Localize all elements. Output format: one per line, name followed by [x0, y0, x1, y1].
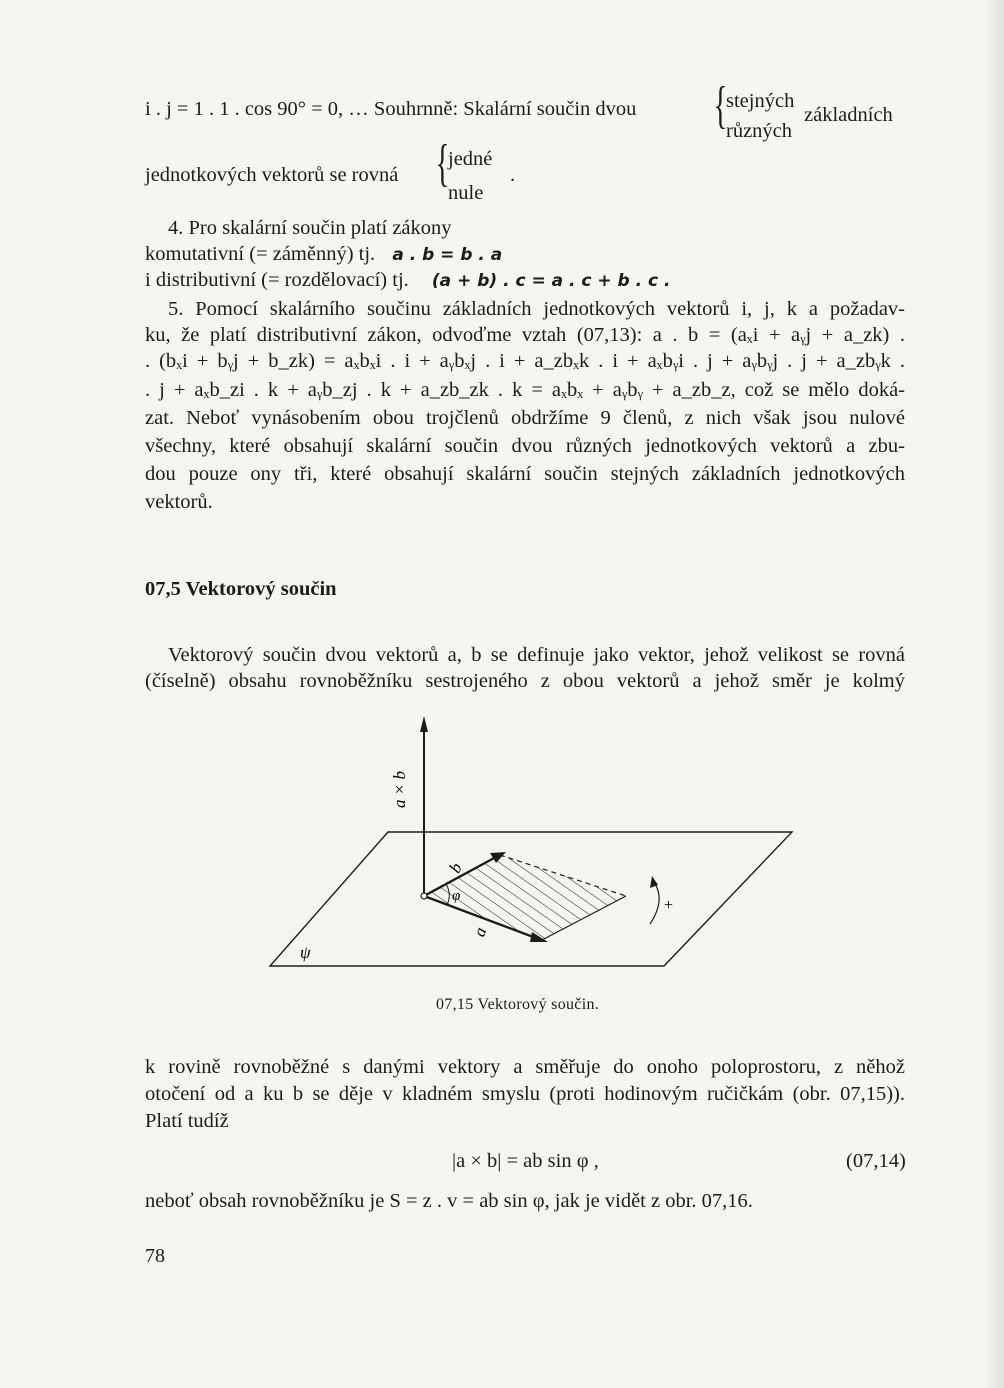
rotation-arrow [650, 882, 659, 924]
summary-lead: i . j = 1 . 1 . cos 90° = 0, … Souhrnně: Skalární součin dvou [145, 98, 637, 120]
brace-bottom-word: různých [726, 120, 793, 142]
after-line-4: neboť obsah rovnoběžníku je S = z . v = ab sin φ, jak je vidět z obr. 07,16. [145, 1190, 753, 1212]
intro-line-2: (číselně) obsahu rovnoběžníku sestrojeného z obou vektorů a jehož směr je kolmý [145, 670, 905, 692]
item4-line2-text: komutativní (= záměnný) tj. [145, 243, 376, 265]
item4-line-1: 4. Pro skalární součin platí zákony [168, 217, 452, 239]
after-line-3: Platí tudíž [145, 1110, 229, 1132]
summary-line-2: jednotkových vektorů se rovná [145, 164, 399, 186]
item4-line-3 [145, 267, 670, 294]
label-plane-psi: ψ [300, 943, 311, 962]
item5-line-1: 5. Pomocí skalárního součinu základních jednotkových vektorů i, j, k a požadav- [168, 298, 905, 320]
brace-1: { [713, 77, 728, 134]
figure-caption: 07,15 Vektorový součin. [436, 996, 600, 1013]
equation-07-14: |a × b| = ab sin φ , [452, 1150, 599, 1172]
item5-line-7: dou pouze ony tři, které obsahují skalární součin stejných základních jednotkových [145, 463, 905, 485]
label-positive-sense: + [664, 897, 674, 914]
after-line-2: otočení od a ku b se děje v kladném smyslu (proti hodinovým ručičkám (obr. 07,15)). [145, 1083, 905, 1105]
page-edge-shadow [982, 0, 1004, 1388]
summary-tail: základních [804, 104, 893, 126]
section-heading: 07,5 Vektorový součin [145, 578, 337, 600]
item5-line-2: ku, že platí distributivní zákon, odvoďme vztah (07,13): a . b = (aₓi + aᵧj + a_zk) . [145, 324, 905, 346]
distributive-formula: (a + b) . c = a . c + b . c . [431, 271, 671, 291]
commutative-formula: a . b = b . a [392, 245, 503, 265]
item4-line3-text: i distributivní (= rozdělovací) tj. [145, 269, 409, 291]
brace2-tail: . [510, 164, 516, 186]
item5-line-4: . j + aₓb_zi . k + aᵧb_zj . k + a_zb_zk . k = aₓbₓ + aᵧbᵧ + a_zb_z, což se mělo doká- [145, 379, 905, 401]
label-cross-product: a × b [390, 771, 409, 808]
brace2-top-word: jedné [448, 148, 493, 170]
label-vector-a: a [469, 924, 491, 940]
summary-line-1 [145, 96, 636, 122]
page-number: 78 [145, 1245, 165, 1267]
label-vector-b: b [445, 859, 466, 877]
brace-2: { [435, 135, 450, 192]
label-angle-phi: φ [452, 888, 461, 904]
intro-line-1: Vektorový součin dvou vektorů a, b se definuje jako vektor, jehož velikost se rovná [168, 644, 905, 666]
cross-product-arrowhead [420, 716, 428, 732]
item5-line-3: . (bₓi + bᵧj + b_zk) = aₓbₓi . i + aᵧbₓj . i + a_zbₓk . i + aₓbᵧi . j + aᵧbᵧj . j + a_zbᵧk . [145, 350, 905, 372]
item5-line-8: vektorů. [145, 491, 213, 513]
after-line-1: k rovině rovnoběžné s danými vektory a směřuje do onoho poloprostoru, z něhož [145, 1056, 905, 1078]
origin-point [421, 893, 427, 899]
brace-top-word: stejných [726, 90, 795, 112]
brace2-bottom-word: nule [448, 182, 484, 204]
item5-line-6: všechny, které obsahují skalární součin dvou různých jednotkových vektorů a zbu- [145, 435, 905, 457]
cross-product-figure [0, 700, 1004, 990]
item4-line-2 [145, 241, 502, 268]
item5-line-5: zat. Neboť vynásobením obou trojčlenů obdržíme 9 členů, z nich však jsou nulové [145, 407, 905, 429]
equation-number: (07,14) [846, 1150, 906, 1172]
